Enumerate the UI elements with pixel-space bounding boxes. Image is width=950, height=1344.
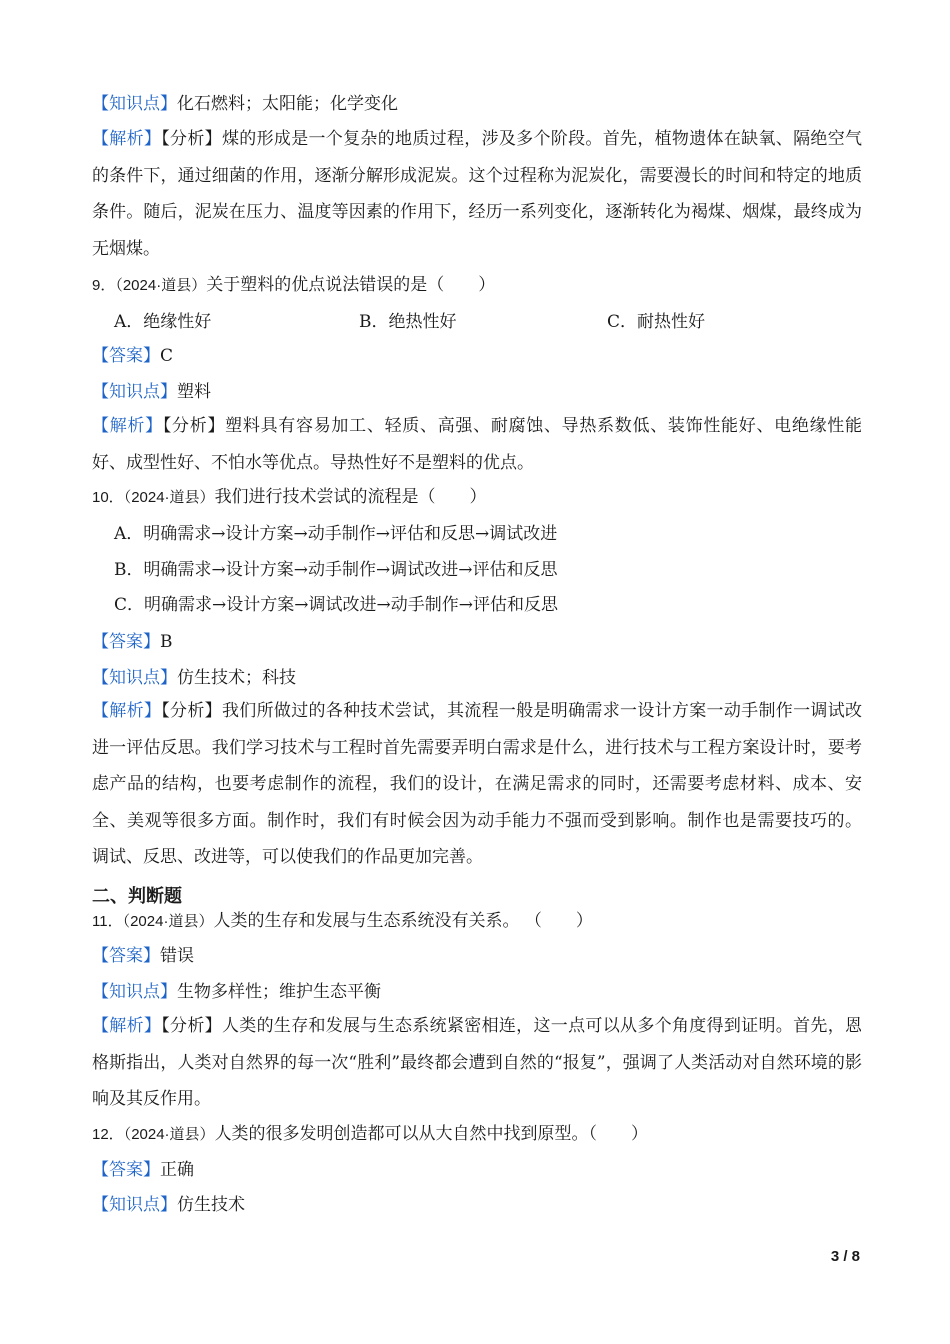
q10-option-c: C．明确需求→设计方案→调试改进→动手制作→评估和反思 [114, 595, 558, 615]
q8-knowledge-line [92, 92, 398, 116]
q10-answer: B [160, 632, 173, 652]
analysis-tag: 【解析】 [92, 129, 162, 149]
q12-knowledge-text: 仿生技术 [177, 1195, 245, 1215]
q11-source: （2024·道县） [122, 913, 214, 930]
q9-answer-line [92, 344, 173, 368]
knowledge-tag: 【知识点】 [92, 1195, 177, 1215]
q11-knowledge-line [92, 980, 381, 1004]
q8-analysis [92, 121, 862, 267]
q10-answer-line [92, 630, 173, 654]
q11-number: 11． [92, 913, 123, 930]
q9-analysis-text: 【分析】塑料具有容易加工、轻质、高强、耐腐蚀、导热系数低、装饰性能好、电绝缘性能好、成型性好、不怕水等优点。导热性好不是塑料的优点。 [92, 416, 863, 473]
q9-source: （2024·道县） [115, 277, 207, 294]
q10-knowledge-line [92, 666, 296, 690]
q8-analysis-text: 【分析】煤的形成是一个复杂的地质过程，涉及多个阶段。首先，植物遗体在缺氧、隔绝空气的条件下，通过细菌的作用，逐渐分解形成泥炭。这个过程称为泥炭化，需要漫长的时间和特定的地质条件。随后，泥炭在压力、温度等因素的作用下，经历一系列变化，逐渐转化为褐煤、烟煤，最终成为无烟煤。 [92, 129, 863, 259]
q10-option-b: B．明确需求→设计方案→动手制作→调试改进→评估和反思 [114, 560, 558, 580]
analysis-tag: 【解析】 [92, 701, 162, 721]
q12-stem: 人类的很多发明创造都可以从大自然中找到原型。（ ） [214, 1124, 649, 1144]
q10-knowledge-text: 仿生技术；科技 [177, 668, 296, 688]
q9-stem-line [92, 273, 495, 298]
q11-stem-line [92, 909, 593, 934]
q10-option-a: A．明确需求→设计方案→动手制作→评估和反思→调试改进 [114, 524, 558, 544]
knowledge-tag: 【知识点】 [92, 982, 177, 1002]
q11-answer-line [92, 944, 194, 968]
q10-analysis [92, 693, 862, 876]
q11-knowledge-text: 生物多样性；维护生态平衡 [177, 982, 381, 1002]
q9-option-b: B．绝热性好 [359, 312, 457, 332]
q9-knowledge-text: 塑料 [177, 382, 211, 402]
q9-answer: C [160, 346, 174, 366]
answer-tag: 【答案】 [92, 946, 160, 966]
q12-answer-line [92, 1158, 194, 1182]
q10-stem-line [92, 485, 487, 510]
q11-analysis [92, 1008, 862, 1118]
knowledge-tag: 【知识点】 [92, 94, 177, 114]
q10-number: 10． [92, 489, 124, 506]
page-number: 3 / 8 [830, 1248, 860, 1265]
q11-answer: 错误 [160, 946, 194, 966]
q11-stem: 人类的生存和发展与生态系统没有关系。 （ ） [213, 911, 593, 931]
answer-tag: 【答案】 [92, 632, 160, 652]
q12-answer: 正确 [160, 1160, 194, 1180]
q12-number: 12． [92, 1126, 124, 1143]
q8-knowledge-text: 化石燃料；太阳能；化学变化 [177, 94, 398, 114]
analysis-tag: 【解析】 [92, 416, 163, 436]
q10-stem: 我们进行技术尝试的流程是（ ） [214, 487, 487, 507]
q9-analysis [92, 408, 862, 481]
answer-tag: 【答案】 [92, 1160, 160, 1180]
q10-analysis-text: 【分析】我们所做过的各种技术尝试，其流程一般是明确需求一设计方案一动手制作一调试改进一评估反思。我们学习技术与工程时首先需要弄明白需求是什么，进行技术与工程方案设计时，要考虑产品的结构，也要考虑制作的流程，我们的设计，在满足需求的同时，还需要考虑材料、成本、安全、美观等很多方面。制作时，我们有时候会因为动手能力不强而受到影响。制作也是需要技巧的。 调试、反思、改进等，可以使我们的作品更加完善。 [92, 701, 863, 867]
q12-knowledge-line [92, 1193, 245, 1217]
q9-option-c: C．耐热性好 [607, 312, 706, 332]
q9-stem: 关于塑料的优点说法错误的是（ ） [206, 275, 496, 295]
q12-stem-line [92, 1122, 648, 1147]
section-title: 二、判断题 [92, 886, 182, 906]
q10-source: （2024·道县） [123, 489, 215, 506]
q12-source: （2024·道县） [123, 1126, 215, 1143]
q9-knowledge-line [92, 380, 211, 404]
answer-tag: 【答案】 [92, 346, 160, 366]
analysis-tag: 【解析】 [92, 1016, 162, 1036]
knowledge-tag: 【知识点】 [92, 668, 177, 688]
q11-analysis-text: 【分析】人类的生存和发展与生态系统紧密相连，这一点可以从多个角度得到证明。首先，恩格斯指出，人类对自然界的每一次“胜利”最终都会遭到自然的“报复”，强调了人类活动对自然环境的影响及其反作用。 [92, 1016, 863, 1109]
q9-option-a: A．绝缘性好 [114, 312, 212, 332]
knowledge-tag: 【知识点】 [92, 382, 177, 402]
q9-number: 9． [92, 277, 116, 294]
